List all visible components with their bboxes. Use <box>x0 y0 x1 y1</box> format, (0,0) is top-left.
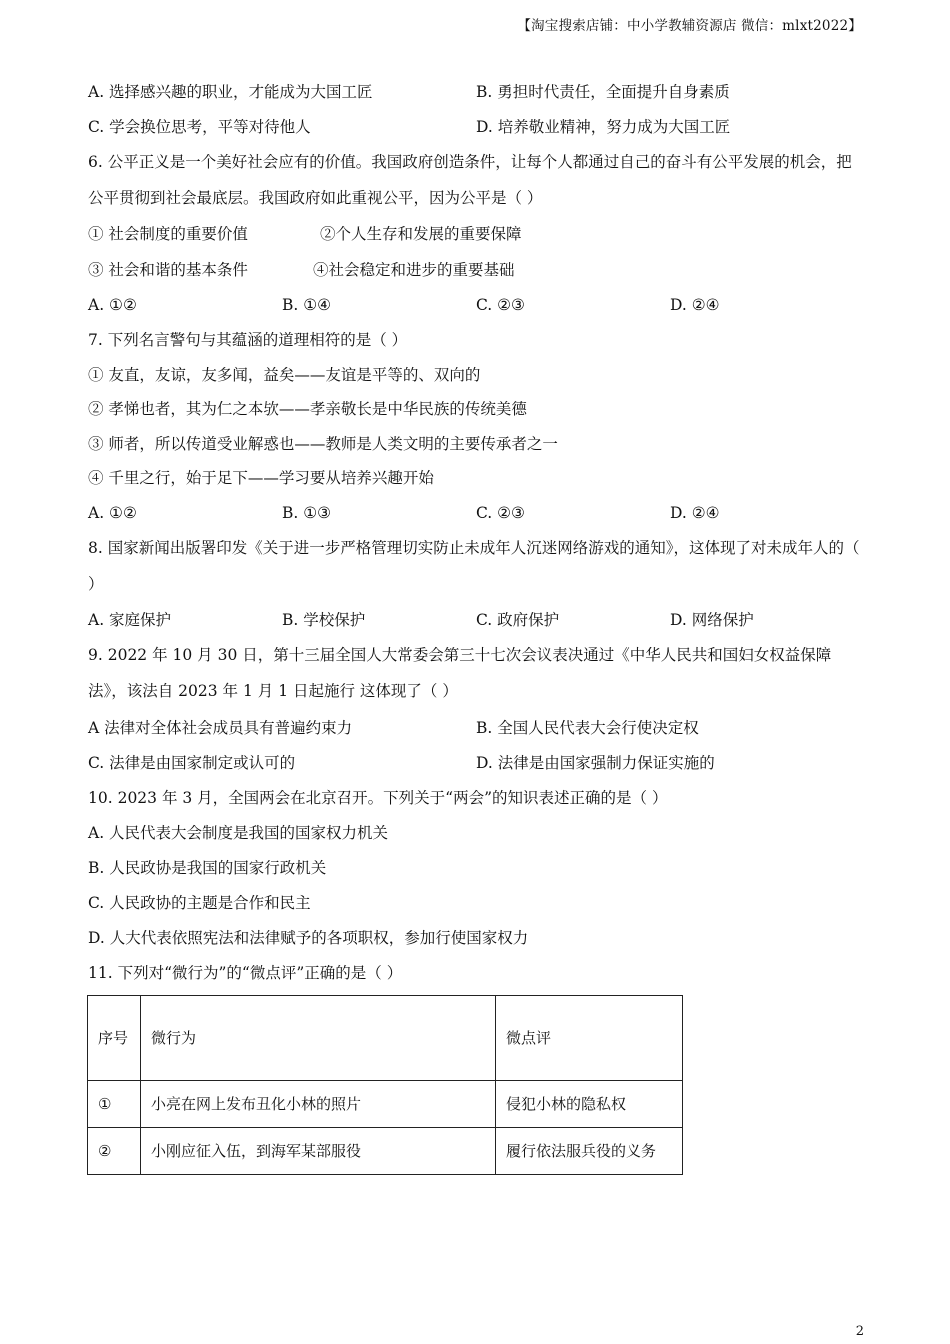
q10-option-c: C. 人民政协的主题是合作和民主 <box>88 894 311 912</box>
header-comment: 微点评 <box>496 996 683 1081</box>
page-number: 2 <box>855 1324 864 1339</box>
q9-option-d: D. 法律是由国家强制力保证实施的 <box>476 754 715 772</box>
q8-option-d: D. 网络保护 <box>670 611 754 629</box>
q7-stem: 7. 下列名言警句与其蕴涵的道理相符的是（ ） <box>88 331 408 349</box>
q8-option-a: A. 家庭保护 <box>88 611 172 629</box>
q8-stem: 8. 国家新闻出版署印发《关于进一步严格管理切实防止未成年人沉迷网络游戏的通知》，这体现了对未成年人的（ ） <box>88 539 860 593</box>
q7-item-1: ① 友直，友谅，友多闻，益矣——友谊是平等的、双向的 <box>88 366 481 384</box>
q10-option-a: A. 人民代表大会制度是我国的国家权力机关 <box>88 824 389 842</box>
q8-option-b: B. 学校保护 <box>282 611 366 629</box>
q9-option-a: A 法律对全体社会成员具有普遍约束力 <box>88 719 353 737</box>
q11-table <box>87 995 683 1175</box>
q9-stem: 9. 2022 年 10 月 30 日，第十三届全国人大常委会第三十七次会议表决通过《中华人民共和国妇女权益保障法》，该法自 2023 年 1 月 1 日起施行 这体现了（ ） <box>88 646 832 700</box>
row-1-comment: 侵犯小林的隐私权 <box>496 1081 683 1128</box>
q6-item-4: ④社会稳定和进步的重要基础 <box>313 261 515 279</box>
q9-option-b: B. 全国人民代表大会行使决定权 <box>476 719 699 737</box>
q5-option-d: D. 培养敬业精神，努力成为大国工匠 <box>476 118 731 136</box>
row-2-behavior: 小刚应征入伍，到海军某部服役 <box>141 1128 496 1175</box>
q7-option-a: A. ①② <box>88 504 137 522</box>
q7-option-b: B. ①③ <box>282 504 332 522</box>
q7-option-d: D. ②④ <box>670 504 720 522</box>
q10-stem: 10. 2023 年 3 月，全国两会在北京召开。下列关于“两会”的知识表述正确的是（ ） <box>88 789 668 807</box>
q6-option-a: A. ①② <box>88 296 137 314</box>
q7-item-2: ② 孝悌也者，其为仁之本欤——孝亲敬长是中华民族的传统美德 <box>88 400 527 418</box>
q6-stem: 6. 公平正义是一个美好社会应有的价值。我国政府创造条件，让每个人都通过自己的奋斗有公平发展的机会，把公平贯彻到社会最底层。我国政府如此重视公平，因为公平是（ ） <box>88 153 852 207</box>
q5-option-c: C. 学会换位思考，平等对待他人 <box>88 118 311 136</box>
page-header: 【淘宝搜索店铺：中小学教辅资源店 微信：mlxt2022】 <box>517 18 862 34</box>
q11-stem: 11. 下列对“微行为”的“微点评”正确的是（ ） <box>88 964 403 982</box>
row-2-comment: 履行依法服兵役的义务 <box>496 1128 683 1175</box>
q9-option-c: C. 法律是由国家制定或认可的 <box>88 754 296 772</box>
table-row <box>88 1081 683 1128</box>
q6-option-c: C. ②③ <box>476 296 525 314</box>
table-header-row <box>88 996 683 1081</box>
row-1-behavior: 小亮在网上发布丑化小林的照片 <box>141 1081 496 1128</box>
q8-option-c: C. 政府保护 <box>476 611 560 629</box>
q7-option-c: C. ②③ <box>476 504 525 522</box>
q6-option-b: B. ①④ <box>282 296 332 314</box>
header-behavior: 微行为 <box>141 996 496 1081</box>
row-1-no: ① <box>88 1081 141 1128</box>
q5-option-b: B. 勇担时代责任，全面提升自身素质 <box>476 83 730 101</box>
q7-item-4: ④ 千里之行，始于足下——学习要从培养兴趣开始 <box>88 469 434 487</box>
q7-item-3: ③ 师者，所以传道受业解惑也——教师是人类文明的主要传承者之一 <box>88 435 558 453</box>
q6-item-1: ① 社会制度的重要价值 <box>88 225 248 243</box>
q6-item-2: ②个人生存和发展的重要保障 <box>320 225 522 243</box>
table-row <box>88 1128 683 1175</box>
q10-option-b: B. 人民政协是我国的国家行政机关 <box>88 859 327 877</box>
header-no: 序号 <box>88 996 141 1081</box>
row-2-no: ② <box>88 1128 141 1175</box>
q6-option-d: D. ②④ <box>670 296 720 314</box>
q5-option-a: A. 选择感兴趣的职业，才能成为大国工匠 <box>88 83 373 101</box>
q6-item-3: ③ 社会和谐的基本条件 <box>88 261 248 279</box>
q10-option-d: D. 人大代表依照宪法和法律赋予的各项职权，参加行使国家权力 <box>88 929 529 947</box>
